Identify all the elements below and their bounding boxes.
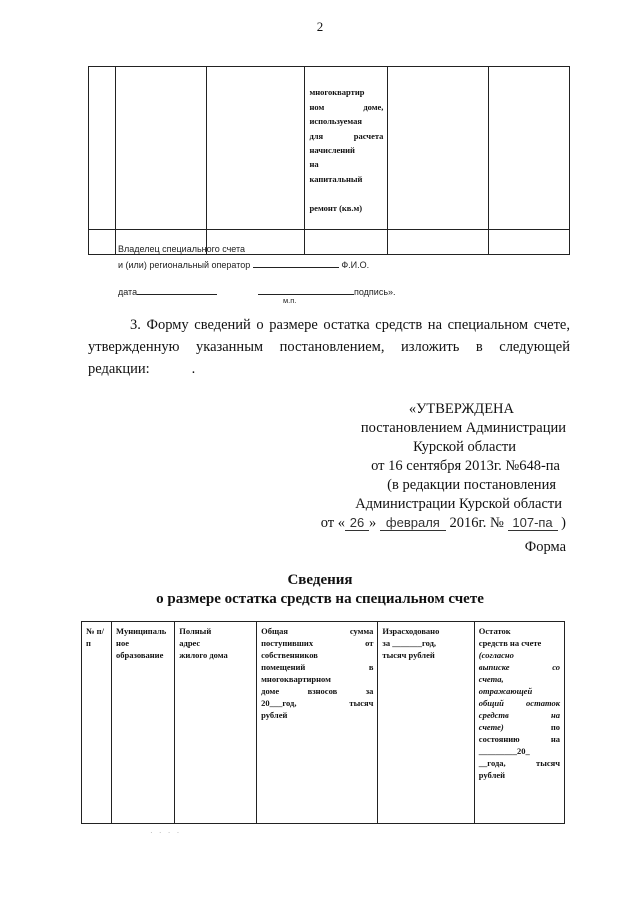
col-number-text: № п/п [86, 626, 104, 648]
owner-line1: Владелец специального счета [118, 244, 246, 254]
col2-line2: ное [116, 638, 129, 648]
tt-lines-line-0: многоквартир [309, 87, 365, 98]
c4-lines-line-1: поступивших от [261, 638, 374, 648]
fio-label: Ф.И.О. [341, 260, 370, 270]
owner-underline [253, 258, 339, 268]
date-prefix: от « [320, 515, 345, 531]
area-description-last: ремонт (кв.м) [309, 202, 363, 213]
paragraph-3 [88, 314, 570, 380]
date-underline [137, 285, 217, 295]
signature-underline [258, 285, 354, 295]
c6-italic-line-2: счета, [478, 674, 504, 684]
top-table-cell [305, 230, 388, 255]
col5-line1: Израсходовано [382, 626, 440, 636]
c6-italic-line-1: выписке со [478, 662, 560, 672]
stamp-label: м.п. [283, 296, 297, 305]
col6-tail-last: рублей [478, 770, 506, 780]
col5-line3: тысяч рублей [382, 650, 435, 660]
col4-last: рублей [261, 710, 288, 720]
top-table-cell [115, 67, 206, 230]
quote-close: » [369, 515, 377, 531]
doc-title-line2: о размере остатка средств на специальном счете [156, 591, 484, 607]
col6-po-line [479, 721, 560, 733]
paragraph-3-line1: 3. Форму сведений о размере остатка средств на специальном счете, [130, 317, 570, 333]
date-line [118, 285, 217, 297]
area-description [305, 67, 387, 229]
col3-line1: Полный [179, 626, 212, 636]
top-table-cell [489, 67, 570, 230]
tt-lines-line-4: начислений [309, 145, 355, 156]
c4-lines-line-3: помещений в [261, 662, 374, 672]
year-number-prefix: 2016г. № [449, 515, 504, 531]
handwritten-day: 26 [345, 516, 369, 531]
handwritten-number: 107-па [508, 516, 558, 531]
col3-line2: адрес [179, 638, 201, 648]
top-table-cell [388, 230, 489, 255]
top-table-cell [388, 67, 489, 230]
approval-line2: постановлением Администрации [360, 420, 566, 436]
c4-lines-line-5: доме взносов за [261, 686, 374, 696]
page-number: 2 [316, 19, 324, 34]
area-description-lines [309, 85, 383, 186]
top-table-row [89, 67, 570, 230]
paragraph-3-line3 [88, 358, 570, 380]
approval-line6: Администрации Курской области [355, 496, 562, 512]
tt-lines-line-2: используемая [309, 116, 363, 127]
col6-tail-lines [479, 733, 560, 769]
top-table-cell [89, 67, 116, 230]
date-label: дата [118, 287, 138, 297]
signature-label: подпись». [354, 287, 396, 297]
col4-lines [261, 625, 373, 709]
tt-lines-line-3: для расчета [309, 130, 384, 141]
col-address-header [175, 622, 257, 824]
col2-line3: образование [116, 650, 164, 660]
col-spent-header [378, 622, 474, 824]
approval-line4: от 16 сентября 2013г. №648-па [371, 458, 560, 474]
col6-italic-lines [479, 649, 560, 721]
approval-line5: (в редакции постановления [387, 477, 556, 493]
col-balance-header [474, 622, 564, 824]
c4-lines-line-4: многоквартирном [261, 674, 331, 684]
stray-mark: . [191, 361, 196, 377]
paragraph-3-line3-text: редакции: [88, 361, 150, 377]
balance-table-header-row [82, 622, 565, 824]
c6-tail-line-0: состоянию на [478, 734, 560, 744]
balance-table [81, 621, 565, 824]
close-paren: ) [561, 515, 566, 531]
c6-italic-line-0: (согласно [478, 650, 514, 660]
c4-lines-line-6: 20___год, тысяч [261, 698, 374, 708]
signature-line [258, 285, 396, 297]
owner-line2 [118, 258, 369, 270]
col3-line3: жилого дома [179, 650, 228, 660]
approval-line1: «УТВЕРЖДЕНА [408, 401, 514, 417]
handwritten-month: февраля [380, 516, 446, 531]
approval-line7 [306, 514, 566, 533]
top-table-cell-area [305, 67, 388, 230]
col6-italic-last: счете) [478, 722, 504, 732]
c6-italic-line-4: общий остаток [478, 698, 560, 708]
col6-line2: средств на счете [478, 638, 542, 648]
tt-lines-line-1: ном доме, [309, 101, 384, 112]
col-contributions-header [257, 622, 378, 824]
top-table-cell [206, 67, 305, 230]
col-number-header [82, 622, 112, 824]
top-table-cell [489, 230, 570, 255]
tt-lines-line-6: капитальный [309, 173, 363, 184]
top-table [88, 66, 570, 255]
c4-lines-line-2: собственников [261, 650, 318, 660]
doc-title-line1: Сведения [287, 572, 353, 588]
c6-italic-line-5: средств на [478, 710, 560, 720]
top-table-cell [89, 230, 116, 255]
col2-line1: Муниципаль [116, 626, 167, 636]
approval-line3: Курской области [413, 439, 516, 455]
c6-tail-line-2: __года, тысяч [478, 758, 560, 768]
owner-line2-prefix: и (или) региональный оператор [118, 260, 251, 270]
paragraph-3-line2: утвержденную указанным постановлением, изложить в следующей [88, 339, 570, 355]
approval-block [306, 400, 566, 533]
footer-marks: · · · · [150, 828, 182, 837]
col-municipality-header [112, 622, 175, 824]
c6-italic-line-3: отражающей [478, 686, 533, 696]
c6-tail-line-1: _________20_ [478, 746, 530, 756]
col5-line2: за _______год, [382, 638, 437, 648]
tt-lines-line-5: на [309, 159, 319, 170]
c4-lines-line-0: Общая сумма [261, 626, 374, 636]
col6-po: по [550, 722, 560, 732]
forma-label: Форма [524, 539, 566, 555]
col6-line1: Остаток [478, 626, 511, 636]
